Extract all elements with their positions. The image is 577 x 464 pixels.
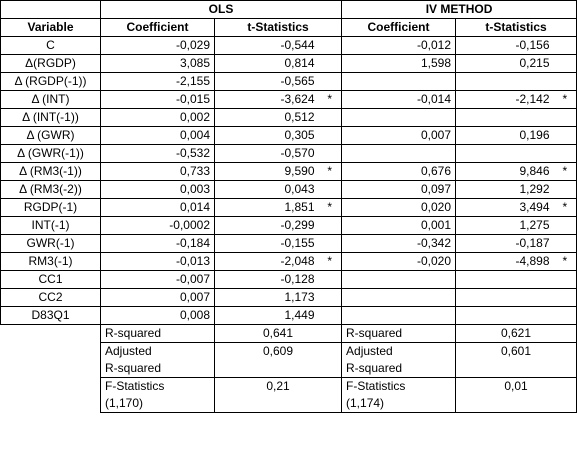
iv-coefficient-cell bbox=[342, 307, 456, 325]
ols-coefficient-cell: -0,013 bbox=[101, 253, 215, 271]
ols-significance-mark: * bbox=[319, 91, 342, 109]
ols-coefficient-cell: 0,002 bbox=[101, 109, 215, 127]
ols-coefficient-header: Coefficient bbox=[101, 19, 215, 37]
ols-tstat-cell: -0,128 bbox=[215, 271, 319, 289]
iv-significance-mark bbox=[554, 307, 577, 325]
ols-stat-value: 0,641 bbox=[215, 325, 342, 343]
ols-significance-mark bbox=[319, 181, 342, 199]
ols-stat-label bbox=[101, 378, 215, 413]
iv-coefficient-cell: 0,676 bbox=[342, 163, 456, 181]
ols-significance-mark bbox=[319, 127, 342, 145]
ols-coefficient-cell: 3,085 bbox=[101, 55, 215, 73]
iv-significance-mark: * bbox=[554, 91, 577, 109]
ols-tstat-cell: -0,544 bbox=[215, 37, 319, 55]
ols-significance-mark bbox=[319, 217, 342, 235]
ols-significance-mark bbox=[319, 235, 342, 253]
column-header-row bbox=[1, 19, 577, 37]
iv-significance-mark bbox=[554, 181, 577, 199]
ols-tstat-cell: -0,155 bbox=[215, 235, 319, 253]
variable-cell: Δ (RM3(-2)) bbox=[1, 181, 101, 199]
iv-tstat-cell bbox=[456, 271, 554, 289]
iv-significance-mark: * bbox=[554, 253, 577, 271]
table-row bbox=[1, 199, 577, 217]
iv-stat-value: 0,621 bbox=[456, 325, 577, 343]
r-squared-row bbox=[1, 325, 577, 343]
variable-cell: Δ (GWR) bbox=[1, 127, 101, 145]
table-row bbox=[1, 163, 577, 181]
ols-tstat-cell: 1,173 bbox=[215, 289, 319, 307]
ols-group-header: OLS bbox=[101, 1, 342, 19]
iv-tstat-cell bbox=[456, 145, 554, 163]
ols-coefficient-cell: -0,015 bbox=[101, 91, 215, 109]
ols-tstat-cell: -0,570 bbox=[215, 145, 319, 163]
iv-coefficient-cell bbox=[342, 109, 456, 127]
ols-coefficient-cell: 0,007 bbox=[101, 289, 215, 307]
stat-label-line: (1,170) bbox=[105, 396, 144, 410]
stat-label-line: Adjusted bbox=[346, 344, 393, 358]
iv-significance-mark bbox=[554, 127, 577, 145]
iv-coefficient-cell: 0,001 bbox=[342, 217, 456, 235]
iv-tstat-cell: 1,292 bbox=[456, 181, 554, 199]
table-row bbox=[1, 127, 577, 145]
f-statistics-row bbox=[1, 378, 577, 413]
ols-significance-mark bbox=[319, 37, 342, 55]
ols-tstat-cell: -0,299 bbox=[215, 217, 319, 235]
iv-tstat-cell bbox=[456, 307, 554, 325]
iv-coefficient-cell: 0,097 bbox=[342, 181, 456, 199]
ols-coefficient-cell: -0,029 bbox=[101, 37, 215, 55]
stats-spacer-cell bbox=[1, 325, 101, 343]
ols-tstat-cell: 1,851 bbox=[215, 199, 319, 217]
ols-coefficient-cell: -0,007 bbox=[101, 271, 215, 289]
iv-stat-value: 0,601 bbox=[456, 343, 577, 378]
adjusted-r-squared-row bbox=[1, 343, 577, 378]
iv-tstat-cell: -0,187 bbox=[456, 235, 554, 253]
ols-stat-label bbox=[101, 325, 215, 343]
iv-tstat-cell: 0,196 bbox=[456, 127, 554, 145]
variable-cell: RM3(-1) bbox=[1, 253, 101, 271]
ols-coefficient-cell: -0,532 bbox=[101, 145, 215, 163]
group-header-row bbox=[1, 1, 577, 19]
ols-coefficient-cell: 0,014 bbox=[101, 199, 215, 217]
ols-tstat-cell: 0,814 bbox=[215, 55, 319, 73]
iv-tstat-cell: 1,275 bbox=[456, 217, 554, 235]
ols-coefficient-cell: -0,0002 bbox=[101, 217, 215, 235]
iv-coefficient-cell: 1,598 bbox=[342, 55, 456, 73]
iv-tstat-cell: 3,494 bbox=[456, 199, 554, 217]
ols-significance-mark bbox=[319, 289, 342, 307]
iv-significance-mark bbox=[554, 37, 577, 55]
variable-cell: Δ(RGDP) bbox=[1, 55, 101, 73]
iv-significance-mark bbox=[554, 217, 577, 235]
ols-stat-label bbox=[101, 343, 215, 378]
iv-significance-mark bbox=[554, 145, 577, 163]
iv-significance-mark bbox=[554, 73, 577, 91]
iv-significance-mark bbox=[554, 289, 577, 307]
ols-coefficient-cell: 0,733 bbox=[101, 163, 215, 181]
ols-tstat-cell: 0,043 bbox=[215, 181, 319, 199]
table-row bbox=[1, 109, 577, 127]
iv-tstat-cell: -2,142 bbox=[456, 91, 554, 109]
ols-significance-mark bbox=[319, 55, 342, 73]
variable-header: Variable bbox=[1, 19, 101, 37]
variable-cell: GWR(-1) bbox=[1, 235, 101, 253]
iv-stat-label bbox=[342, 378, 456, 413]
variable-cell: Δ (GWR(-1)) bbox=[1, 145, 101, 163]
ols-stat-value: 0,21 bbox=[215, 378, 342, 413]
ols-stat-value: 0,609 bbox=[215, 343, 342, 378]
variable-cell: Δ (INT(-1)) bbox=[1, 109, 101, 127]
iv-significance-mark bbox=[554, 55, 577, 73]
iv-coefficient-cell: -0,014 bbox=[342, 91, 456, 109]
ols-coefficient-cell: 0,004 bbox=[101, 127, 215, 145]
iv-stat-label bbox=[342, 343, 456, 378]
iv-coefficient-header: Coefficient bbox=[342, 19, 456, 37]
table-row bbox=[1, 145, 577, 163]
stats-spacer-cell bbox=[1, 378, 101, 413]
table-row bbox=[1, 235, 577, 253]
ols-coefficient-cell: 0,008 bbox=[101, 307, 215, 325]
iv-coefficient-cell: -0,012 bbox=[342, 37, 456, 55]
ols-tstat-cell: -2,048 bbox=[215, 253, 319, 271]
ols-significance-mark bbox=[319, 271, 342, 289]
ols-tstat-cell: 0,512 bbox=[215, 109, 319, 127]
table-row bbox=[1, 55, 577, 73]
table-row bbox=[1, 307, 577, 325]
iv-tstat-cell: -4,898 bbox=[456, 253, 554, 271]
variable-cell: D83Q1 bbox=[1, 307, 101, 325]
iv-significance-mark bbox=[554, 271, 577, 289]
ols-tstat-header: t-Statistics bbox=[215, 19, 342, 37]
variable-cell: CC1 bbox=[1, 271, 101, 289]
iv-coefficient-cell: 0,020 bbox=[342, 199, 456, 217]
table-row bbox=[1, 73, 577, 91]
ols-significance-mark bbox=[319, 307, 342, 325]
stat-label-line: R-squared bbox=[346, 326, 403, 340]
iv-tstat-cell bbox=[456, 109, 554, 127]
ols-coefficient-cell: 0,003 bbox=[101, 181, 215, 199]
ols-significance-mark: * bbox=[319, 163, 342, 181]
table-row bbox=[1, 181, 577, 199]
stat-label-line: Adjusted bbox=[105, 344, 152, 358]
table-row bbox=[1, 289, 577, 307]
variable-cell: INT(-1) bbox=[1, 217, 101, 235]
iv-significance-mark: * bbox=[554, 199, 577, 217]
iv-coefficient-cell: -0,342 bbox=[342, 235, 456, 253]
table-row bbox=[1, 91, 577, 109]
stat-label-line: (1,174) bbox=[346, 396, 385, 410]
iv-group-header: IV METHOD bbox=[342, 1, 577, 19]
iv-coefficient-cell bbox=[342, 73, 456, 91]
iv-tstat-cell bbox=[456, 73, 554, 91]
iv-coefficient-cell: -0,020 bbox=[342, 253, 456, 271]
variable-cell: RGDP(-1) bbox=[1, 199, 101, 217]
iv-tstat-header: t-Statistics bbox=[456, 19, 577, 37]
table-row bbox=[1, 37, 577, 55]
iv-stat-label bbox=[342, 325, 456, 343]
ols-significance-mark: * bbox=[319, 199, 342, 217]
iv-stat-value: 0,01 bbox=[456, 378, 577, 413]
stat-label-line: F-Statistics bbox=[105, 379, 165, 393]
iv-significance-mark bbox=[554, 109, 577, 127]
ols-significance-mark: * bbox=[319, 253, 342, 271]
iv-tstat-cell bbox=[456, 289, 554, 307]
empty-corner-cell bbox=[1, 1, 101, 19]
iv-coefficient-cell bbox=[342, 271, 456, 289]
stat-label-line: R-squared bbox=[105, 326, 162, 340]
ols-significance-mark bbox=[319, 145, 342, 163]
ols-significance-mark bbox=[319, 73, 342, 91]
variable-cell: CC2 bbox=[1, 289, 101, 307]
iv-coefficient-cell: 0,007 bbox=[342, 127, 456, 145]
stat-label-line: F-Statistics bbox=[346, 379, 406, 393]
ols-significance-mark bbox=[319, 109, 342, 127]
stats-spacer-cell bbox=[1, 343, 101, 378]
variable-cell: Δ (RM3(-1)) bbox=[1, 163, 101, 181]
ols-tstat-cell: 0,305 bbox=[215, 127, 319, 145]
ols-tstat-cell: 1,449 bbox=[215, 307, 319, 325]
ols-tstat-cell: 9,590 bbox=[215, 163, 319, 181]
ols-coefficient-cell: -0,184 bbox=[101, 235, 215, 253]
ols-tstat-cell: -3,624 bbox=[215, 91, 319, 109]
stat-label-line: R-squared bbox=[105, 361, 162, 375]
table-row bbox=[1, 217, 577, 235]
iv-significance-mark bbox=[554, 235, 577, 253]
stat-label-line: R-squared bbox=[346, 361, 403, 375]
iv-tstat-cell: -0,156 bbox=[456, 37, 554, 55]
iv-tstat-cell: 9,846 bbox=[456, 163, 554, 181]
variable-cell: Δ (INT) bbox=[1, 91, 101, 109]
iv-coefficient-cell bbox=[342, 145, 456, 163]
table-row bbox=[1, 271, 577, 289]
iv-tstat-cell: 0,215 bbox=[456, 55, 554, 73]
variable-cell: Δ (RGDP(-1)) bbox=[1, 73, 101, 91]
table-row bbox=[1, 253, 577, 271]
iv-coefficient-cell bbox=[342, 289, 456, 307]
iv-significance-mark: * bbox=[554, 163, 577, 181]
ols-tstat-cell: -0,565 bbox=[215, 73, 319, 91]
ols-coefficient-cell: -2,155 bbox=[101, 73, 215, 91]
variable-cell: C bbox=[1, 37, 101, 55]
